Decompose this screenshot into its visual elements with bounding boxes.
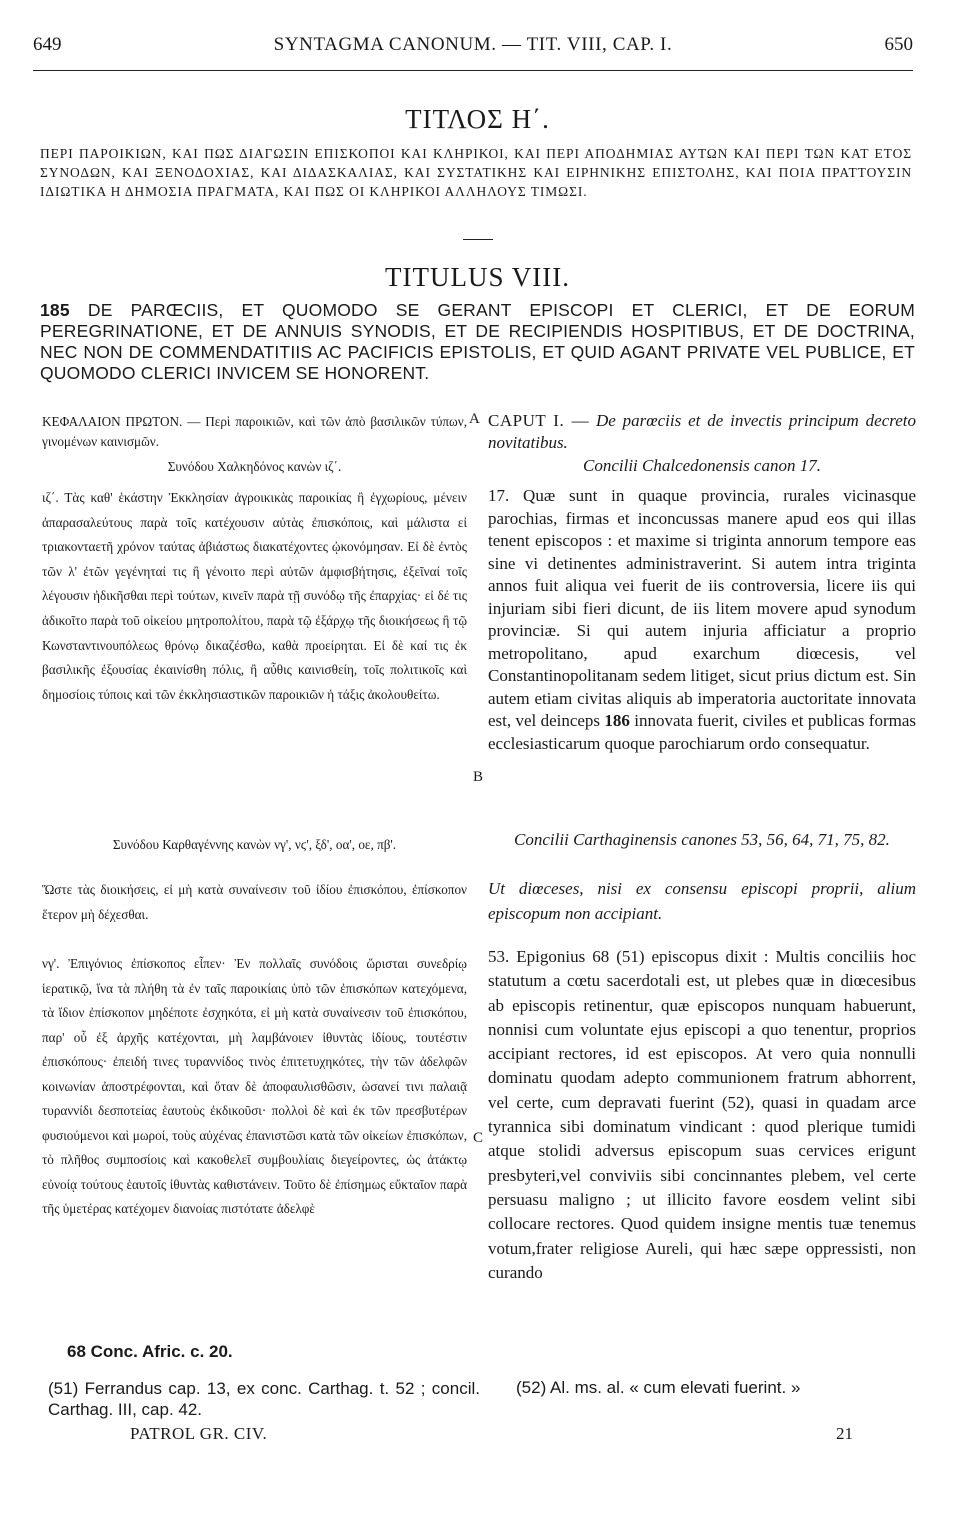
latin-carthage-title: Concilii Carthaginensis canones 53, 56, 64, 71, 75, 82.	[514, 830, 890, 849]
latin-carthage-rubric: Ut diœceses, nisi ex consensu episcopi proprii, alium episcopum non accipiant.	[488, 879, 916, 923]
margin-marker-a: A	[469, 411, 480, 427]
footnote-52: (52) Al. ms. al. « cum elevati fuerint. »	[516, 1378, 801, 1397]
patrology-signature: PATROL GR. CIV.	[130, 1424, 268, 1443]
greek-canon-53: νγ'. Ἐπιγόνιος ἐπίσκοπος εἶπεν· Ἐν πολλαῖς συνόδοις ὥρισται συνεδρίῳ ἱερατικῷ, ἵνα τὰ πλήθη τὰ ἐν ταῖς παροικίαις ὑπὸ τῶν ἐπισκόπων κατεχόμενα, τὰ ἴδιον ἐπίσκοπον μηδέποτε ἐσχηκότα, εἰ μὴ κατὰ συναίνεσιν τοῦ ἐπισκόπου, παρ' οὗ ἐξ ἀρχῆς κατέχονται, μὴ λαμβάνοιεν ἰθυντὰς ἰδίους, τουτέστιν ἐπισκόπους· ἐπειδή τινες τυραννίδος τινὸς ἐπιτετυχηκότες, τὴν τῶν ἀδελφῶν κοινωνίαν ἀποστρέφονται, καὶ ὅταν δὲ ἀποφαυλισθῶσιν, ὡσανεί τινι παλαιᾷ τυραννίδι δεσποτείας ἑαυτοὺς ἐκδικοῦσι· πολλοὶ δὲ καὶ ἐκ τῶν πρεσβυτέρων φυσιούμενοι καὶ μωροί, τοὺς αὐχένας ἐπανιστῶσι κατὰ τῶν οἰκείων ἐπισκόπων, τὸ πλῆθος συμποσίοις καὶ κακοθελεῖ συμβουλίαις διεγείροντες, ὡς ἀτάκτῳ εὐνοίᾳ τούτους ἑαυτοῖς ἰθυντὰς καθιστάνειν. Τοῦτο δὲ ἐπίσημως εὔκταῖον παρὰ τῆς ὑμετέρας κατέχομεν διανοίας πιστότατε ἀδελφὲ	[42, 956, 467, 1217]
latin-canon-53: 53. Epigonius 68 (51) episcopus dixit : Multis conciliis hoc statutum a cœtu sacerdotali est, ut plebes quæ in diœcesibus ab episcopis retinentur, quæ episcopos nunquam habuerunt, nonnisi cum voluntate ejus episcopi a quo tenentur, proprios accipiant rectores, id est episcopos. At vero quia nonnulli dominatu quodam adepto communionem fratrum abhorrent, vel certe, cum depravati fuerint (52), quasi in quadam arce tyrannica sibi dominatum vindicant : quod plerique tumidi atque stolidi adversus episcopum suas cervices erigunt presbyteri,vel conviviis sibi concinnantes plebem, vel certe persuasu maligno ; ut illicito favore eosdem velint sibi collocare rectores. Quod quidem insigne mentis tuæ tenemus votum,frater religiose Aureli, qui hæc sæpe oppressisti, non curando	[488, 947, 916, 1282]
page-number-right: 650	[884, 34, 913, 55]
latin-title: TITULUS VIII.	[385, 262, 570, 292]
column-number-186: 186	[604, 711, 630, 730]
latin-caput-label: CAPUT I. —	[488, 411, 590, 430]
greek-carthage-title: Συνόδου Καρθαγέννης κανὼν νγ', νϛ', ξδ', οα', οε, πβ'.	[112, 837, 397, 852]
greek-title: ΤΙΤΛΟΣ Η΄.	[405, 104, 550, 134]
greek-chalcedon-canon: ιζ΄. Τὰς καθ' ἑκάστην Ἐκκλησίαν ἀγροικικὰς παροικίας ἢ ἐγχωρίους, μένειν ἀπαρασαλεύτους παρὰ τοῖς κατέχουσιν αὐτὰς ἐπισκόποις, καὶ μάλιστα εἰ τριακονταετῆ χρόνον ταύτας ἀβιάστως διακατέχοντες ᾠκονόμησαν. Εἰ δὲ ἐντὸς τῶν λ' ἐτῶν γεγένηταί τις ἢ γένοιτο περὶ αὐτῶν ἀμφισβήτησις, ἐξεῖναί τοῖς λέγουσιν ἠδικῆσθαι περὶ τούτων, κινεῖν παρὰ τῇ συνόδῳ τῆς ἐπαρχίας· εἰ δέ τις ἀδικοῖτο παρὰ τοῦ οἰκείου μητροπολίτου, παρὰ τῷ ἐξάρχῳ τῆς διοικήσεως ἢ τῷ Κωνσταντινουπόλεως θρόνῳ δικαζέσθω, καθὰ προείρηται. Εἰ δὲ καί τις ἐκ βασιλικῆς ἐξουσίας ἐκαινίσθη πόλις, ἢ αὖθις καινισθείη, τοῖς πολιτικοῖς καὶ δημοσίοις τύποις καὶ τῶν ἐκκλησιαστικῶν παροικιῶν ἡ τάξις ἀκολουθείτω.	[42, 490, 467, 702]
latin-heading-number: 185	[40, 300, 70, 320]
greek-chalcedon-title: Συνόδου Χαλκηδόνος κανὼν ιζ΄.	[167, 459, 342, 474]
latin-chalcedon-title: Concilii Chalcedonensis canon 17.	[583, 456, 821, 475]
header-rule	[33, 70, 913, 71]
greek-caput: ΚΕΦΑΛΑΙΟΝ ΠΡΩΤΟΝ. — Περὶ παροικιῶν, καὶ τῶν ἀπὸ βασιλικῶν τύπων, γινομένων καινισμῶν.	[42, 414, 467, 449]
greek-carthage-rubric: Ὥστε τὰς διοικήσεις, εἰ μὴ κατὰ συναίνεσιν τοῦ ἰδίου ἐπισκόπου, ἐπίσκοπον ἕτερον μὴ δέχεσθαι.	[42, 882, 467, 922]
running-header	[33, 34, 913, 60]
margin-marker-c: C	[473, 1130, 484, 1146]
gathering-signature: 21	[836, 1424, 853, 1443]
latin-chalcedon-canon: 17. Quæ sunt in quaque provincia, rurales vicinasque parochias, firmas et inconcussas manere apud eos qui illas tenent episcopos : et maxime si triginta annorum tempore eas sine vi detinentes administraverint. Si autem intra triginta annos fuit aliqua vei fuerit de iis controversia, licere iis qui injuriam sibi fieri dicunt, de iis litem movere apud synodum provinciæ. Si qui autem injuria afficiatur a proprio metropolitano, apud exarchum diœcesis, vel Constantinopolitanam sedem litiget, sicut prius dictum est. Sin autem etiam civitas aliquis ab imperatoria auctoritate innovata est, vel deinceps 186 innovata fuerit, civiles et publicas formas ecclesiasticarum quoque parochiarum ordo consequatur.	[488, 486, 917, 753]
latin-heading	[40, 300, 915, 384]
section-divider	[463, 239, 493, 240]
margin-marker-b: B	[473, 769, 484, 785]
latin-caput	[488, 410, 916, 453]
latin-heading-text: DE PARŒCIIS, ET QUOMODO SE GERANT EPISCOPI ET CLERICI, ET DE EORUM PEREGRINATIONE, ET DE ANNUIS SYNODIS, ET DE RECIPIENDIS HOSPITIBUS, ET DE DOCTRINA, NEC NON DE COMMENDATITIIS AC PACIFICIS EPISTOLIS, ET QUID AGANT PRIVATE VEL PUBLICE, ET QUOMODO CLERICI INVICEM SE HONORENT.	[40, 300, 916, 383]
footnote-68: 68 Conc. Afric. c. 20.	[67, 1342, 233, 1361]
latin-caput-rubric: De parœciis et de invectis principum decreto novitatibus.	[488, 411, 916, 452]
footnote-51: (51) Ferrandus cap. 13, ex conc. Carthag. t. 52 ; concil. Carthag. III, cap. 42.	[48, 1379, 480, 1419]
page-number-left: 649	[33, 34, 62, 55]
greek-heading: ΠΕΡΙ ΠΑΡΟΙΚΙΩΝ, ΚΑΙ ΠΩΣ ΔΙΑΓΩΣΙΝ ΕΠΙΣΚΟΠΟΙ ΚΑΙ ΚΛΗΡΙΚΟΙ, ΚΑΙ ΠΕΡΙ ΑΠΟΔΗΜΙΑΣ ΑΥΤΩΝ ΚΑΙ ΠΕΡΙ ΤΩΝ ΚΑΤ ΕΤΟΣ ΣΥΝΟΔΩΝ, ΚΑΙ ΞΕΝΟΔΟΧΙΑΣ, ΚΑΙ ΔΙΔΑΣΚΑΛΙΑΣ, ΚΑΙ ΣΥΣΤΑΤΙΚΗΣ ΚΑΙ ΕΙΡΗΝΙΚΗΣ ΕΠΙΣΤΟΛΗΣ, ΚΑΙ ΠΟΙΑ ΠΡΑΤΤΟΥΣΙΝ ΙΔΙΩΤΙΚΑ Η ΔΗΜΟΣΙΑ ΠΡΑΓΜΑΤΑ, ΚΑΙ ΠΩΣ ΟΙ ΚΛΗΡΙΚΟΙ ΑΛΛΗΛΟΥΣ ΤΙΜΩΣΙ.	[40, 146, 912, 199]
running-title: SYNTAGMA CANONUM. — TIT. VIII, CAP. I.	[273, 34, 673, 55]
